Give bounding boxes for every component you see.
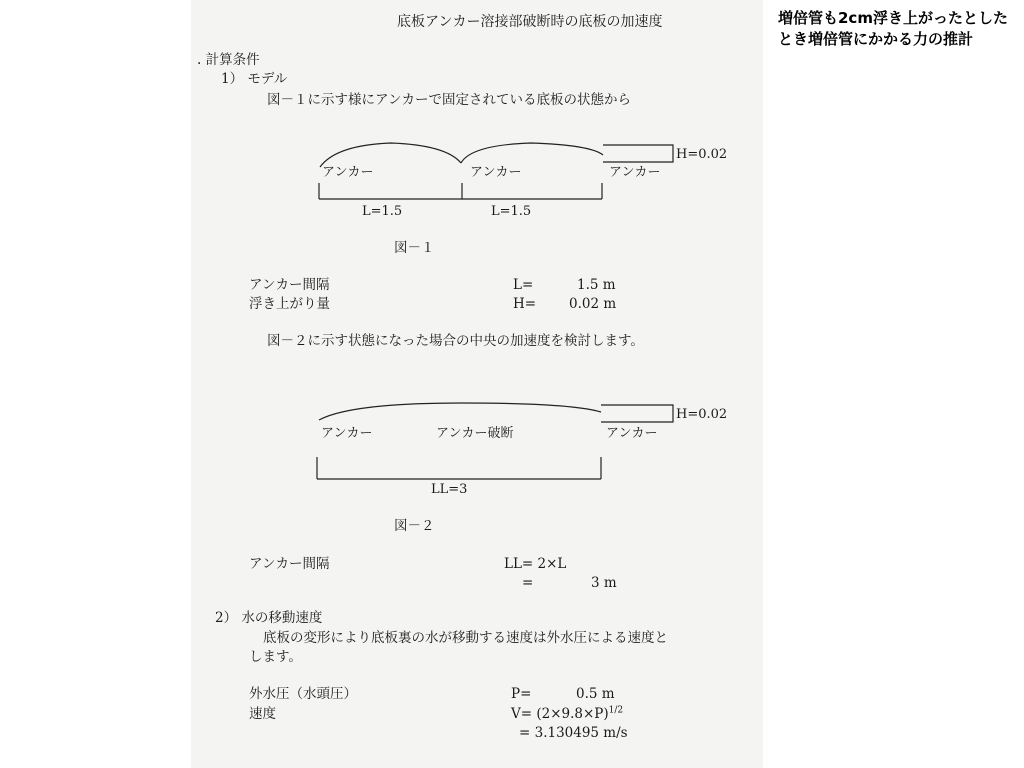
- fig2-anchor-broken: アンカー破断: [436, 426, 514, 441]
- velocity-result: = 3.130495 m/s: [519, 725, 628, 741]
- pressure-name: 外水圧（水頭圧）: [249, 686, 357, 702]
- fig1-anchor-label-1: アンカー: [322, 165, 374, 180]
- scanned-document: [191, 0, 763, 768]
- fig1-span-label-1: L=1.5: [362, 204, 403, 219]
- subsection-water-speed: 2） 水の移動速度: [215, 610, 323, 626]
- fig1-span-label-2: L=1.5: [491, 204, 532, 219]
- param-lift-symbol: H=: [513, 296, 537, 312]
- figure-2-caption: 図－２: [394, 518, 435, 534]
- intro-text: 図－１に示す様にアンカーで固定されている底板の状態から: [267, 92, 631, 108]
- water-text-line-1: 底板の変形により底板裏の水が移動する速度は外水圧による速度と: [263, 630, 668, 646]
- velocity-formula: [511, 706, 623, 722]
- figure-2-intro: 図－２に示す状態になった場合の中央の加速度を検討します。: [267, 333, 644, 349]
- velocity-formula-prefix: V= (2×9.8×P): [511, 706, 609, 722]
- water-text-line-2: します。: [249, 649, 302, 665]
- fig1-anchor-label-2: アンカー: [470, 165, 522, 180]
- fig1-height-label: H=0.02: [676, 147, 728, 162]
- document-title: 底板アンカー溶接部破断時の底板の加速度: [397, 14, 663, 30]
- velocity-name: 速度: [249, 706, 276, 722]
- pressure-symbol: P=: [511, 686, 532, 702]
- velocity-exponent: 1/2: [608, 705, 624, 716]
- figure-2-diagram: [311, 395, 731, 485]
- section-heading: . 計算条件: [197, 52, 260, 68]
- fig2-anchor-right: アンカー: [606, 426, 658, 441]
- fig2-anchor-left: アンカー: [321, 426, 373, 441]
- param-anchor-spacing-value: 1.5 m: [577, 277, 616, 293]
- param-anchor-spacing-name: アンカー間隔: [249, 277, 330, 293]
- fig1-anchor-label-3: アンカー: [609, 165, 661, 180]
- figure-1-caption: 図－１: [394, 240, 435, 256]
- fig2-height-label: H=0.02: [676, 407, 728, 422]
- pressure-value: 0.5 m: [576, 686, 615, 702]
- param-lift-name: 浮き上がり量: [249, 296, 330, 312]
- ll-formula: LL= 2×L: [504, 556, 567, 572]
- fig2-span-label: LL=3: [431, 482, 468, 497]
- subsection-model: 1） モデル: [221, 71, 288, 87]
- ll-value: 3 m: [591, 575, 617, 591]
- ll-spacing-name: アンカー間隔: [249, 556, 330, 572]
- ll-equals: =: [522, 575, 534, 591]
- slide-note: 増倍管も2cm浮き上がったとしたとき増倍管にかかる力の推計: [778, 9, 1008, 48]
- param-lift-value: 0.02 m: [569, 296, 617, 312]
- param-anchor-spacing-symbol: L=: [513, 277, 534, 293]
